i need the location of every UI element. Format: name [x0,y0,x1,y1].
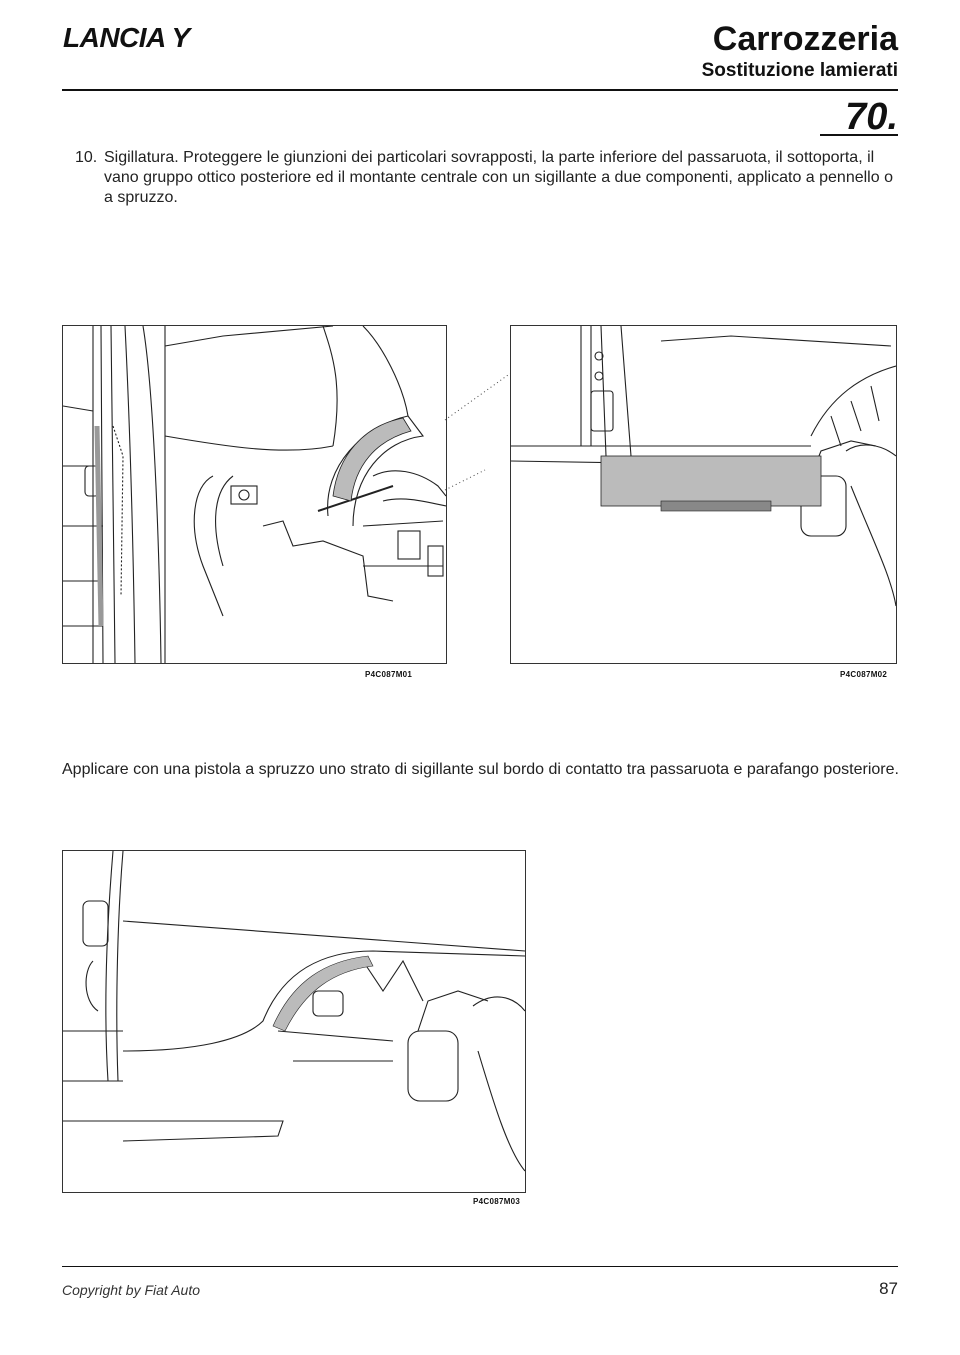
figure-3-code: P4C087M03 [473,1197,521,1206]
step-text: Sigillatura. Proteggere le giunzioni dei particolari sovrapposti, la parte inferiore del passaruota, il sottoporta, il vano gruppo ottico posteriore ed il montante centrale con un sigillante a due componenti, applicato a pennello o a spruzzo. [104,149,893,206]
header-rule [62,89,898,91]
copyright: Copyright by Fiat Auto [62,1282,200,1298]
figure-2-code: P4C087M02 [840,670,888,679]
step-10 [75,148,901,208]
subsection-title: Sostituzione lamierati [701,60,898,81]
page-code: 70. [845,96,898,138]
figure-3-illustration [62,850,526,1193]
page-number: 87 [879,1279,898,1298]
footer-rule [62,1266,898,1267]
page-code-rule [820,134,898,136]
step-number: 10. [75,149,98,166]
brand-title: LANCIA Y [63,22,190,53]
figure-1-code: P4C087M01 [365,670,413,679]
figure-1-illustration [62,325,447,664]
figure-2-illustration [510,325,897,664]
figure-connector-dots [440,360,520,520]
paragraph-2: Applicare con una pistola a spruzzo uno strato di sigillante sul bordo di contatto tra passaruota e parafango posteriore. [62,761,899,778]
section-title: Carrozzeria [712,20,898,58]
